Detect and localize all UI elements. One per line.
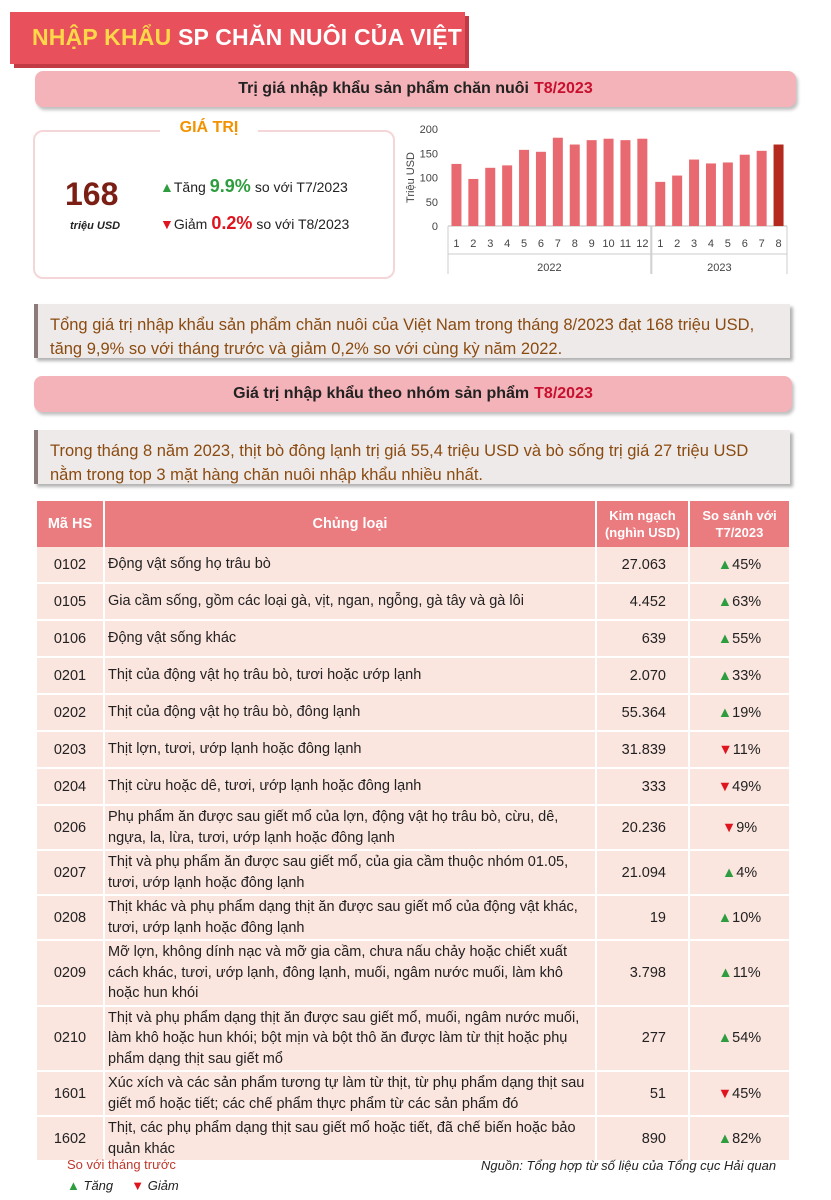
import-value: 20.236 <box>597 806 690 851</box>
hs-code: 0208 <box>37 896 105 941</box>
table-row <box>37 896 791 941</box>
bar <box>519 150 529 226</box>
table-header-row <box>37 501 791 547</box>
legend <box>67 1178 179 1193</box>
page-title <box>32 24 522 51</box>
header-value-line2: (nghìn USD) <box>604 525 681 540</box>
hs-code: 0206 <box>37 806 105 851</box>
change-vs-prev-month <box>690 896 791 941</box>
up-triangle-icon: ▲ <box>717 556 733 573</box>
summary-note-1: Tổng giá trị nhập khẩu sản phẩm chăn nuôi của Việt Nam trong tháng 8/2023 đạt 168 triệu USD, tăng 9,9% so với tháng trước và giảm 0,2% so với cùng kỳ năm 2022. <box>34 304 790 358</box>
table-row <box>37 1117 791 1162</box>
bar <box>757 151 767 226</box>
down-triangle-icon: ▼ <box>721 819 737 836</box>
table-row <box>37 851 791 896</box>
product-name: Thịt, các phụ phẩm dạng thịt sau giết mổ hoặc tiết, đã chế biến hoặc bảo quản khác <box>105 1117 597 1162</box>
hs-code: 0209 <box>37 941 105 1007</box>
bar <box>536 152 546 226</box>
x-tick-label: 8 <box>571 238 578 250</box>
change-pct: 33% <box>732 667 762 684</box>
legend-down-label: Giảm <box>147 1178 179 1193</box>
change-vs-prev-month <box>690 1117 791 1162</box>
table-row <box>37 584 791 621</box>
x-tick-label: 4 <box>707 238 715 250</box>
table-row <box>37 621 791 658</box>
y-tick-label: 50 <box>425 196 438 209</box>
summary-note-2: Trong tháng 8 năm 2023, thịt bò đông lạnh trị giá 55,4 triệu USD và bò sống trị giá 27 triệu USD nằm trong top 3 mặt hàng chăn nuôi nhập khẩu nhiều nhất. <box>34 430 790 484</box>
change-pct: 4% <box>736 864 758 881</box>
legend-up-label: Tăng <box>83 1178 114 1193</box>
up-triangle-icon: ▲ <box>721 864 737 881</box>
bar <box>655 182 665 226</box>
up-triangle-icon: ▲ <box>717 630 733 647</box>
up-triangle-icon: ▲ <box>717 704 733 721</box>
x-tick-label: 9 <box>588 238 595 250</box>
header-compare <box>690 501 791 547</box>
x-tick-label: 11 <box>619 238 632 250</box>
import-value: 277 <box>597 1007 690 1073</box>
y-tick-label: 0 <box>431 221 438 233</box>
change-pct: 11% <box>732 964 761 981</box>
bar <box>774 145 784 226</box>
product-name: Động vật sống họ trâu bò <box>105 547 597 584</box>
product-name: Thịt lợn, tươi, ướp lạnh hoặc đông lạnh <box>105 732 597 769</box>
y-tick-label: 200 <box>419 124 438 136</box>
hs-code: 1601 <box>37 1072 105 1117</box>
up-triangle-icon: ▲ <box>717 1130 733 1147</box>
bar <box>637 139 647 226</box>
change-vs-prev-month <box>690 732 791 769</box>
group-label: 2022 <box>537 262 562 274</box>
yoy-change-label: Giảm <box>173 216 208 232</box>
header-value <box>597 501 690 547</box>
bar <box>485 168 495 226</box>
product-name: Mỡ lợn, không dính nạc và mỡ gia cầm, chưa nấu chảy hoặc chiết xuất cách khác, tươi, ướp lạnh, đông lạnh, muối, ngâm nước muối, làm khô hoặc hun khói <box>105 941 597 1007</box>
x-tick-label: 7 <box>554 238 561 250</box>
import-value: 19 <box>597 896 690 941</box>
section2-title-period: T8/2023 <box>534 385 593 402</box>
table-row <box>37 1007 791 1073</box>
x-tick-label: 7 <box>758 238 765 250</box>
table-row <box>37 547 791 584</box>
total-unit: triệu USD <box>70 220 121 232</box>
header-code: Mã HS <box>37 501 105 547</box>
x-tick-label: 8 <box>775 238 782 250</box>
product-name: Động vật sống khác <box>105 621 597 658</box>
product-name: Thịt và phụ phẩm ăn được sau giết mổ, của gia cầm thuộc nhóm 01.05, tươi, ướp lạnh hoặc đông lạnh <box>105 851 597 896</box>
product-name: Gia cầm sống, gồm các loại gà, vịt, ngan, ngỗng, gà tây và gà lôi <box>105 584 597 621</box>
legend-up-icon: ▲ <box>67 1178 80 1193</box>
table-row <box>37 806 791 851</box>
page-title-highlight: NHẬP KHẨU <box>32 24 172 50</box>
up-triangle-icon: ▲ <box>717 909 733 926</box>
value-card-title: GIÁ TRỊ <box>160 119 258 137</box>
hs-code: 0202 <box>37 695 105 732</box>
x-tick-label: 4 <box>504 238 511 250</box>
product-name: Phụ phẩm ăn được sau giết mổ của lợn, động vật họ trâu bò, cừu, dê, ngựa, la, lừa, tươi, ướp lạnh hoặc đông lạnh <box>105 806 597 851</box>
x-tick-label: 12 <box>636 238 649 250</box>
change-pct: 19% <box>732 704 762 721</box>
down-triangle-icon: ▼ <box>717 1085 733 1102</box>
import-value: 890 <box>597 1117 690 1162</box>
hs-code: 0201 <box>37 658 105 695</box>
change-vs-prev-month <box>690 851 791 896</box>
table-row <box>37 1072 791 1117</box>
change-pct: 54% <box>732 1030 762 1047</box>
x-tick-label: 3 <box>690 238 698 250</box>
bar <box>451 164 461 226</box>
change-pct: 45% <box>732 556 762 573</box>
header-compare-line1: So sánh với <box>702 508 777 523</box>
up-triangle-icon: ▲ <box>717 1030 733 1047</box>
x-tick-label: 1 <box>453 238 460 250</box>
table-row <box>37 732 791 769</box>
change-pct: 49% <box>732 778 762 795</box>
x-tick-label: 5 <box>520 238 528 250</box>
change-vs-prev-month <box>690 547 791 584</box>
bar <box>706 163 716 226</box>
down-triangle-icon: ▼ <box>160 216 174 232</box>
legend-title: So với tháng trước <box>67 1157 176 1172</box>
import-value: 31.839 <box>597 732 690 769</box>
change-pct: 63% <box>732 593 762 610</box>
y-tick-label: 150 <box>419 148 438 161</box>
x-tick-label: 1 <box>657 238 664 250</box>
change-vs-prev-month <box>690 769 791 806</box>
table-row <box>37 658 791 695</box>
section2-title-text: Giá trị nhập khẩu theo nhóm sản phẩm <box>233 385 530 402</box>
x-tick-label: 3 <box>487 238 494 250</box>
table-row <box>37 695 791 732</box>
hs-code: 0102 <box>37 547 105 584</box>
mom-change-ref: so với T7/2023 <box>254 179 348 195</box>
bar <box>604 139 614 226</box>
change-pct: 11% <box>732 741 761 758</box>
legend-down-icon: ▼ <box>131 1178 145 1193</box>
up-triangle-icon: ▲ <box>717 667 733 684</box>
down-triangle-icon: ▼ <box>717 778 733 795</box>
up-triangle-icon: ▲ <box>718 964 733 981</box>
hs-code: 0106 <box>37 621 105 658</box>
hs-code: 0204 <box>37 769 105 806</box>
group-label: 2023 <box>707 262 732 274</box>
x-tick-label: 10 <box>602 238 615 250</box>
yoy-change-pct: 0.2% <box>211 213 253 233</box>
section-title-groups <box>34 376 792 412</box>
product-name: Thịt của động vật họ trâu bò, đông lạnh <box>105 695 597 732</box>
table-row <box>37 769 791 806</box>
section-title-value <box>35 71 796 107</box>
total-value: 168 <box>65 176 119 212</box>
bar <box>620 140 630 226</box>
import-value: 639 <box>597 621 690 658</box>
bar <box>672 176 682 226</box>
header-name: Chủng loại <box>105 501 597 547</box>
up-triangle-icon: ▲ <box>717 593 733 610</box>
section-title-text: Trị giá nhập khẩu sản phẩm chăn nuôi <box>238 80 529 97</box>
mom-change-label: Tăng <box>173 179 206 195</box>
hs-code: 0203 <box>37 732 105 769</box>
bar <box>570 145 580 226</box>
monthly-import-chart <box>398 118 793 280</box>
change-pct: 45% <box>732 1085 762 1102</box>
source-note: Nguồn: Tổng hợp từ số liệu của Tổng cục Hải quan <box>481 1158 777 1173</box>
section-title-period: T8/2023 <box>534 80 593 97</box>
bar <box>723 162 733 226</box>
mom-change-pct: 9.9% <box>209 176 251 196</box>
import-value: 27.063 <box>597 547 690 584</box>
header-compare-line2: T7/2023 <box>715 525 764 540</box>
x-tick-label: 5 <box>724 238 731 250</box>
down-triangle-icon: ▼ <box>718 741 733 758</box>
bar <box>689 160 699 226</box>
up-triangle-icon: ▲ <box>160 179 174 195</box>
product-name: Xúc xích và các sản phẩm tương tự làm từ thịt, từ phụ phẩm dạng thịt sau giết mổ hoặc tiết; các chế phẩm thực phẩm từ các sản phẩm đó <box>105 1072 597 1117</box>
x-tick-label: 2 <box>674 238 681 250</box>
hs-code: 0210 <box>37 1007 105 1073</box>
hs-code: 0105 <box>37 584 105 621</box>
hs-code: 0207 <box>37 851 105 896</box>
change-vs-prev-month <box>690 1007 791 1073</box>
table-row <box>37 941 791 1007</box>
x-tick-label: 2 <box>470 238 477 250</box>
yoy-change <box>160 213 349 234</box>
bar <box>502 165 512 226</box>
change-vs-prev-month <box>690 941 791 1007</box>
change-vs-prev-month <box>690 806 791 851</box>
change-pct: 82% <box>732 1130 762 1147</box>
bar <box>553 138 563 226</box>
import-value: 3.798 <box>597 941 690 1007</box>
import-value: 4.452 <box>597 584 690 621</box>
import-value: 333 <box>597 769 690 806</box>
mom-change <box>160 176 348 197</box>
product-name: Thịt của động vật họ trâu bò, tươi hoặc ướp lạnh <box>105 658 597 695</box>
page-title-rest: SP CHĂN NUÔI CỦA VIỆT NAM <box>177 24 522 50</box>
product-group-table <box>37 501 791 1162</box>
import-value: 51 <box>597 1072 690 1117</box>
import-value: 21.094 <box>597 851 690 896</box>
import-value: 2.070 <box>597 658 690 695</box>
import-value: 55.364 <box>597 695 690 732</box>
product-name: Thịt và phụ phẩm dạng thịt ăn được sau giết mổ, muối, ngâm nước muối, làm khô hoặc hun khói; bột mịn và bột thô ăn được làm từ thịt hoặc phụ phẩm dạng thịt sau giết mổ <box>105 1007 597 1073</box>
hs-code: 1602 <box>37 1117 105 1162</box>
change-pct: 10% <box>732 909 762 926</box>
x-tick-label: 6 <box>537 238 545 250</box>
change-pct: 9% <box>736 819 758 836</box>
change-pct: 55% <box>732 630 762 647</box>
product-name: Thịt khác và phụ phẩm dạng thịt ăn được sau giết mổ của động vật khác, tươi, ướp lạnh hoặc đông lạnh <box>105 896 597 941</box>
y-tick-label: 100 <box>419 172 438 185</box>
product-name: Thịt cừu hoặc dê, tươi, ướp lạnh hoặc đông lạnh <box>105 769 597 806</box>
change-vs-prev-month <box>690 621 791 658</box>
change-vs-prev-month <box>690 584 791 621</box>
change-vs-prev-month <box>690 695 791 732</box>
bar <box>740 155 750 226</box>
yoy-change-ref: so với T8/2023 <box>256 216 350 232</box>
x-tick-label: 6 <box>741 238 748 250</box>
change-vs-prev-month <box>690 1072 791 1117</box>
bar <box>468 179 478 226</box>
header-value-line1: Kim ngạch <box>609 508 676 523</box>
y-axis-label: Triệu USD <box>405 152 417 203</box>
change-vs-prev-month <box>690 658 791 695</box>
bar <box>587 140 597 226</box>
